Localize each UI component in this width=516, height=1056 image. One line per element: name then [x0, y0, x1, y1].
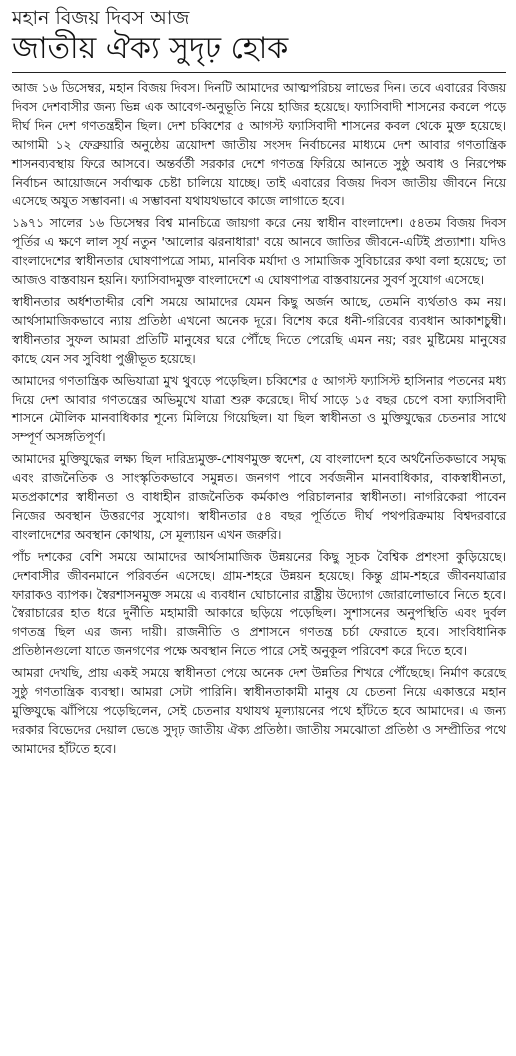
article-paragraph-2: ১৯৭১ সালের ১৬ ডিসেম্বর বিশ্ব মানচিত্রে জায়গা করে নেয় স্বাধীন বাংলাদেশ। ৫৪তম বিজয় দিবস পূর্তির এ ক্ষণে লাল সূর্য নতুন 'আলোর ঝরনাধারা' বয়ে আনবে জাতির জীবনে-এটিই প্রত্যাশা। যদিও বাংলাদেশের স্বাধীনতার ঘোষণাপত্রে সাম্য, মানবিক মর্যাদা ও সামাজিক সুবিচারের কথা বলা হয়েছে; তা আজও বাস্তবায়ন হয়নি। ফ্যাসিবাদমুক্ত বাংলাদেশে এ ঘোষণাপত্র বাস্তবায়নের সুবর্ণ সুযোগ এসেছে। [12, 216, 506, 288]
article-paragraph-5: আমাদের মুক্তিযুদ্ধের লক্ষ্য ছিল দারিদ্র্যমুক্ত-শোষণমুক্ত স্বদেশ, যে বাংলাদেশ হবে অর্থনৈতিকভাবে সমৃদ্ধ এবং রাজনৈতিক ও সাংস্কৃতিকভাবে সমুন্নত। জনগণ পাবে সর্বজনীন মানবাধিকার, বাকস্বাধীনতা, মতপ্রকাশের স্বাধীনতা ও বাধাহীন রাজনৈতিক কর্মকাণ্ড পরিচালনার স্বাধীনতা। নাগরিকেরা পাবেন নিজের অবস্থান উত্তরণের সুযোগ। স্বাধীনতার ৫৪ বছর পূর্তিতে দীর্ঘ পথপরিক্রমায় বিশ্বদরবারে বাংলাদেশের অবস্থান কোথায়, সে মূল্যায়ন এখন জরুরি। [12, 452, 506, 542]
article-body [12, 79, 506, 759]
article-paragraph-3: স্বাধীনতার অর্ধশতাব্দীর বেশি সময়ে আমাদের যেমন কিছু অর্জন আছে, তেমনি ব্যর্থতাও কম নয়। আর্থসামাজিকভাবে ন্যায় প্রতিষ্ঠা এখনো অনেক দূরে। বিশেষ করে ধনী-গরিবের ব্যবধান আকাশচুম্বী। স্বাধীনতার সুফল আমরা প্রতিটি মানুষের ঘরে পৌঁছে দিতে পেরেছি এমন নয়; বরং মুষ্টিমেয় মানুষের কাছে যেন সব সুবিধা পুঞ্জীভূত হয়েছে। [12, 294, 506, 366]
article-headline: জাতীয় ঐক্য সুদৃঢ় হোক [12, 31, 289, 66]
article-paragraph-7: আমরা দেখছি, প্রায় একই সময়ে স্বাধীনতা পেয়ে অনেক দেশ উন্নতির শিখরে পৌঁছেছে। নির্মাণ করেছে সুষ্ঠু গণতান্ত্রিক ব্যবস্থা। আমরা সেটা পারিনি। স্বাধীনতাকামী মানুষ যে চেতনা নিয়ে একাত্তরে মহান মুক্তিযুদ্ধে ঝাঁপিয়ে পড়েছিলেন, সেই চেতনার যথাযথ মূল্যায়নের পথে হাঁটতে হবে আমাদের। এ জন্য দরকার বিভেদের দেয়াল ভেঙে সুদৃঢ় জাতীয় ঐক্য প্রতিষ্ঠা। জাতীয় সমঝোতা প্রতিষ্ঠা ও সম্প্রীতির পথে আমাদের হাঁটতে হবে। [12, 666, 506, 756]
article-paragraph-1: আজ ১৬ ডিসেম্বর, মহান বিজয় দিবস। দিনটি আমাদের আত্মপরিচয় লাভের দিন। তবে এবারের বিজয় দিবস দেশবাসীর জন্য ভিন্ন এক আবেগ-অনুভূতি নিয়ে হাজির হয়েছে। ফ্যাসিবাদী শাসনের কবলে পড়ে দীর্ঘ দিন দেশ গণতন্ত্রহীন ছিল। দেশ চব্বিশের ৫ আগস্ট ফ্যাসিবাদী শাসনের কবল থেকে মুক্ত হয়েছে। আগামী ১২ ফেব্রুয়ারি অনুষ্ঠেয় ত্রয়োদশ জাতীয় সংসদ নির্বাচনের মাধ্যমে দেশ আবার গণতান্ত্রিক শাসনব্যবস্থায় ফিরে আসবে। অন্তর্বর্তী সরকার দেশে গণতন্ত্র ফিরিয়ে আনতে সুষ্ঠু অবাধ ও নিরপেক্ষ নির্বাচন আয়োজনে সর্বাত্মক চেষ্টা চালিয়ে যাচ্ছে। তাই এবারের বিজয় দিবস জাতীয় জীবনে নিয়ে এসেছে অযুত সম্ভাবনা। এ সম্ভাবনা যথাযথভাবে কাজে লাগাতে হবে। [12, 81, 506, 209]
article-kicker: মহান বিজয় দিবস আজ [12, 7, 190, 29]
article-paragraph-6: পাঁচ দশকের বেশি সময়ে আমাদের আর্থসামাজিক উন্নয়নের কিছু সূচক বৈশ্বিক প্রশংসা কুড়িয়েছে। দেশবাসীর জীবনমানে পরিবর্তন এসেছে। গ্রাম-শহরে উন্নয়ন হয়েছে। কিন্তু গ্রাম-শহরে জীবনযাত্রার ফারাকও ব্যাপক। স্বৈরশাসনমুক্ত সময়ে এ ব্যবধান ঘোচানোর রাষ্ট্রীয় উদ্যোগ জোরালোভাবে নিতে হবে। স্বৈরাচারের হাত ধরে দুর্নীতি মহামারী আকারে ছড়িয়ে পড়েছিল। সুশাসনের অনুপস্থিতি এবং দুর্বল গণতন্ত্র ছিল এর জন্য দায়ী। রাজনীতি ও প্রশাসনে গণতন্ত্র চর্চা ফেরাতে হবে। সাংবিধানিক প্রতিষ্ঠানগুলো যাতে জনগণের পক্ষে অবস্থান নিতে পারে সেই অনুকূল পরিবেশ করে দিতে হবে। [12, 549, 506, 659]
article-paragraph-4: আমাদের গণতান্ত্রিক অভিযাত্রা মুখ থুবড়ে পড়েছিল। চব্বিশের ৫ আগস্ট ফ্যাসিস্ট হাসিনার পতনের মধ্য দিয়ে দেশ আবার গণতন্ত্রের অভিমুখে যাত্রা শুরু করেছে। দীর্ঘ সাড়ে ১৫ বছর চেপে বসা ফ্যাসিবাদী শাসনে মৌলিক মানবাধিকার শূন্যে মিলিয়ে গিয়েছিল। যা ছিল স্বাধীনতা ও মুক্তিযুদ্ধের চেতনার সাথে সম্পূর্ণ অসঙ্গতিপূর্ণ। [12, 373, 506, 445]
headline-divider [12, 72, 506, 73]
